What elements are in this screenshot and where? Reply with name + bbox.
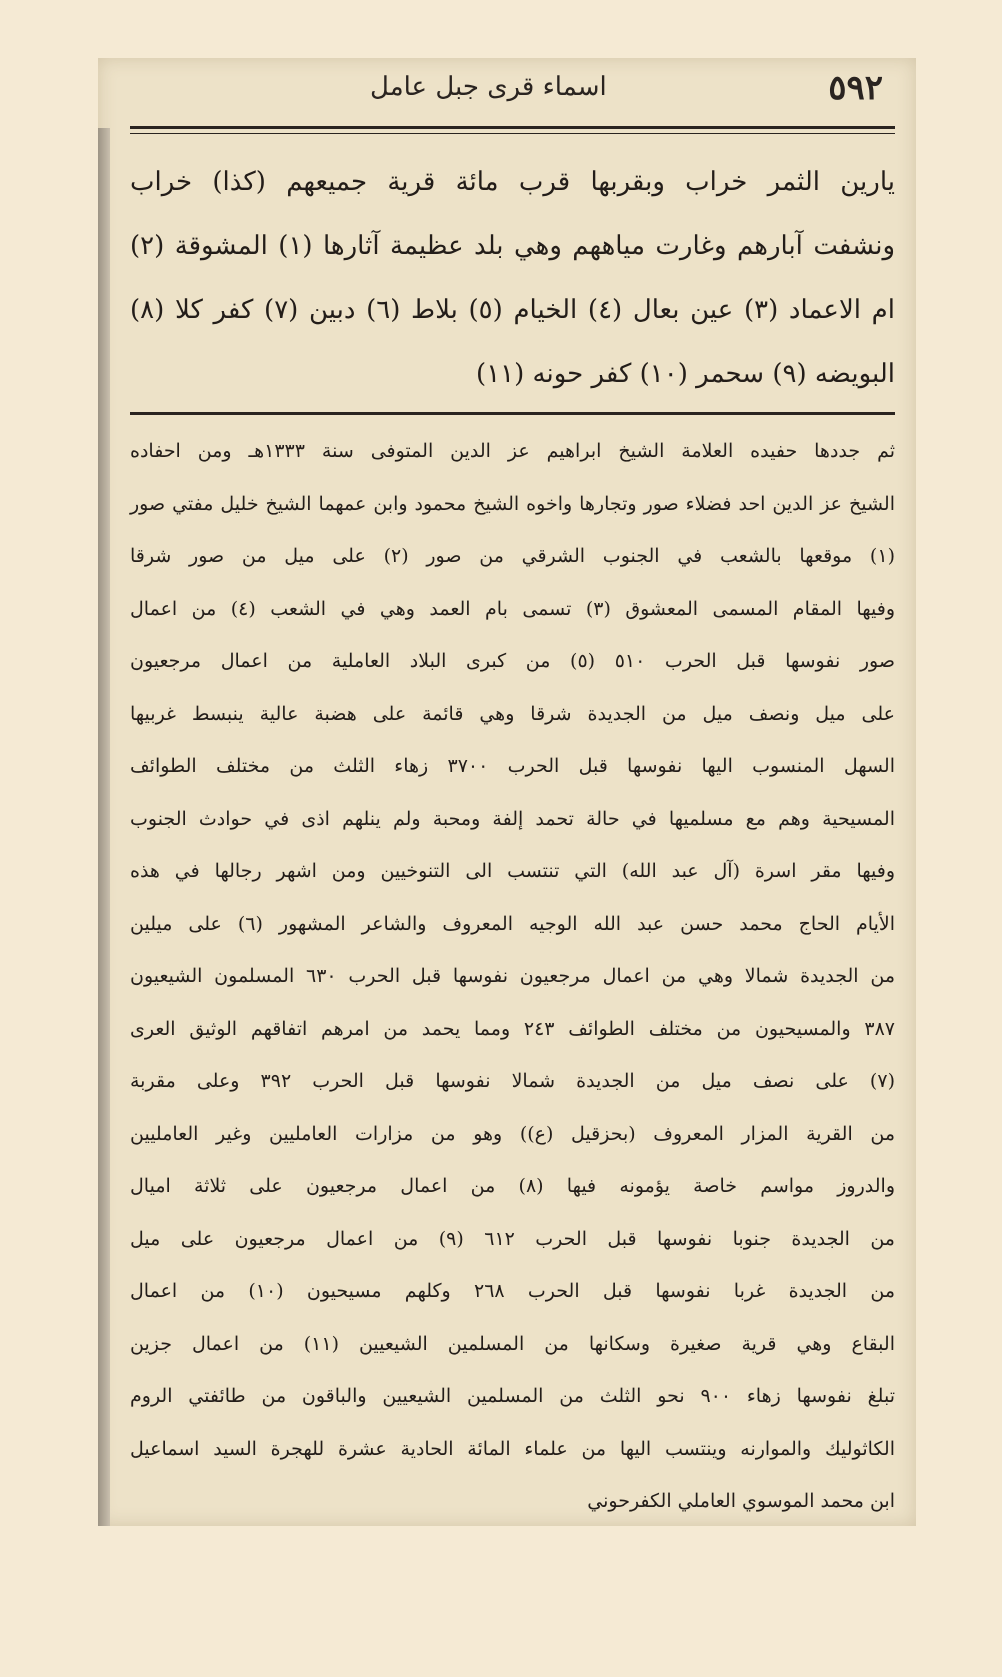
footnote-line: وفيها مقر اسرة (آل عبد الله) التي تنتسب الى التنوخيين ومن اشهر رجالها في هذه	[130, 860, 895, 882]
page-header	[130, 62, 895, 112]
footnote-line: من القرية المزار المعروف (بحزقيل (ع)) وهو من مزارات العامليين وغير العامليين	[130, 1122, 895, 1145]
footnote-line: الشيخ عز الدين احد فضلاء صور وتجارها واخوه الشيخ محمود وابن عمهما الشيخ خليل مفتي صور	[130, 492, 895, 515]
footnote-line: الكاثوليك والموارنه وينتسب اليها من علماء المائة الحادية عشرة للهجرة السيد اسماعيل	[130, 1437, 895, 1460]
main-text-line: ام الاعماد (٣) عين بعال (٤) الخيام (٥) بلاط (٦) دبين (٧) كفر كلا (٨)	[130, 295, 895, 325]
footnote-line: ثم جددها حفيده العلامة الشيخ ابراهيم عز الدين المتوفى سنة ١٣٣٣هـ ومن احفاده	[130, 440, 896, 462]
page-number: ٥٩٢	[828, 68, 883, 108]
footnote-separator	[130, 412, 895, 415]
footnote-line: صور نفوسها قبل الحرب ٥١٠ (٥) من كبرى البلاد العاملية من اعمال مرجعيون	[130, 650, 895, 672]
footnote-line: تبلغ نفوسها زهاء ٩٠٠ نحو الثلث من المسلمين الشيعيين والباقون من طائفتي الروم	[130, 1385, 895, 1407]
footnote-line: ٣٨٧ والمسيحيون من مختلف الطوائف ٢٤٣ ومما يحمد من امرهم اتفاقهم الوثيق العرى	[130, 1017, 895, 1040]
main-text	[130, 150, 895, 406]
main-text-line: البويضه (٩) سحمر (١٠) كفر حونه (١١)	[476, 359, 895, 389]
footnote-line: السهل المنسوب اليها نفوسها قبل الحرب ٣٧٠٠ زهاء الثلث من مختلف الطوائف	[130, 755, 895, 777]
footnote-line: (٧) على نصف ميل من الجديدة شمالا نفوسها قبل الحرب ٣٩٢ وعلى مقربة	[130, 1070, 895, 1092]
footnote-line: (١) موقعها بالشعب في الجنوب الشرقي من صور (٢) على ميل من صور شرقا	[130, 545, 895, 567]
footnote-line: المسيحية وهم مع مسلميها في حالة تحمد إلفة ومحبة ولم ينلهم اذى في حوادث الجنوب	[130, 807, 895, 830]
footnote-line: من الجديدة غربا نفوسها قبل الحرب ٢٦٨ وكلهم مسيحيون (١٠) من اعمال	[130, 1280, 895, 1302]
footnote-line: على ميل ونصف ميل من الجديدة شرقا وهي قائمة على هضبة عالية ينبسط غربيها	[130, 702, 895, 725]
main-text-line: ونشفت آبارهم وغارت مياههم وهي بلد عظيمة آثارها (١) المشوقة (٢)	[130, 231, 895, 261]
footnote-line: وفيها المقام المسمى المعشوق (٣) تسمى بام العمد وهي في الشعب (٤) من اعمال	[130, 597, 896, 620]
footnote-line: ابن محمد الموسوي العاملي الكفرحوني	[587, 1490, 895, 1512]
footnote-line: والدروز مواسم خاصة يؤمونه فيها (٨) من اعمال مرجعيون على ثلاثة اميال	[130, 1175, 895, 1197]
header-rule-thin	[130, 133, 895, 134]
main-text-line: يارين الثمر خراب وبقربها قرب مائة قرية جميعهم (كذا) خراب	[130, 167, 895, 197]
footnote-line: البقاع وهي قرية صغيرة وسكانها من المسلمين الشيعيين (١١) من اعمال جزين	[130, 1332, 895, 1355]
page-binding-edge	[98, 128, 110, 1526]
footnotes	[130, 425, 895, 1528]
header-rule	[130, 126, 895, 129]
footnote-line: من الجديدة جنوبا نفوسها قبل الحرب ٦١٢ (٩) من اعمال مرجعيون على ميل	[130, 1227, 895, 1250]
footnote-line: من الجديدة شمالا وهي من اعمال مرجعيون نفوسها قبل الحرب ٦٣٠ المسلمون الشيعيون	[130, 965, 895, 987]
footnote-line: الأيام الحاج محمد حسن عبد الله الوجيه المعروف والشاعر المشهور (٦) على ميلين	[130, 912, 895, 935]
running-title: اسماء قرى جبل عامل	[370, 72, 607, 102]
